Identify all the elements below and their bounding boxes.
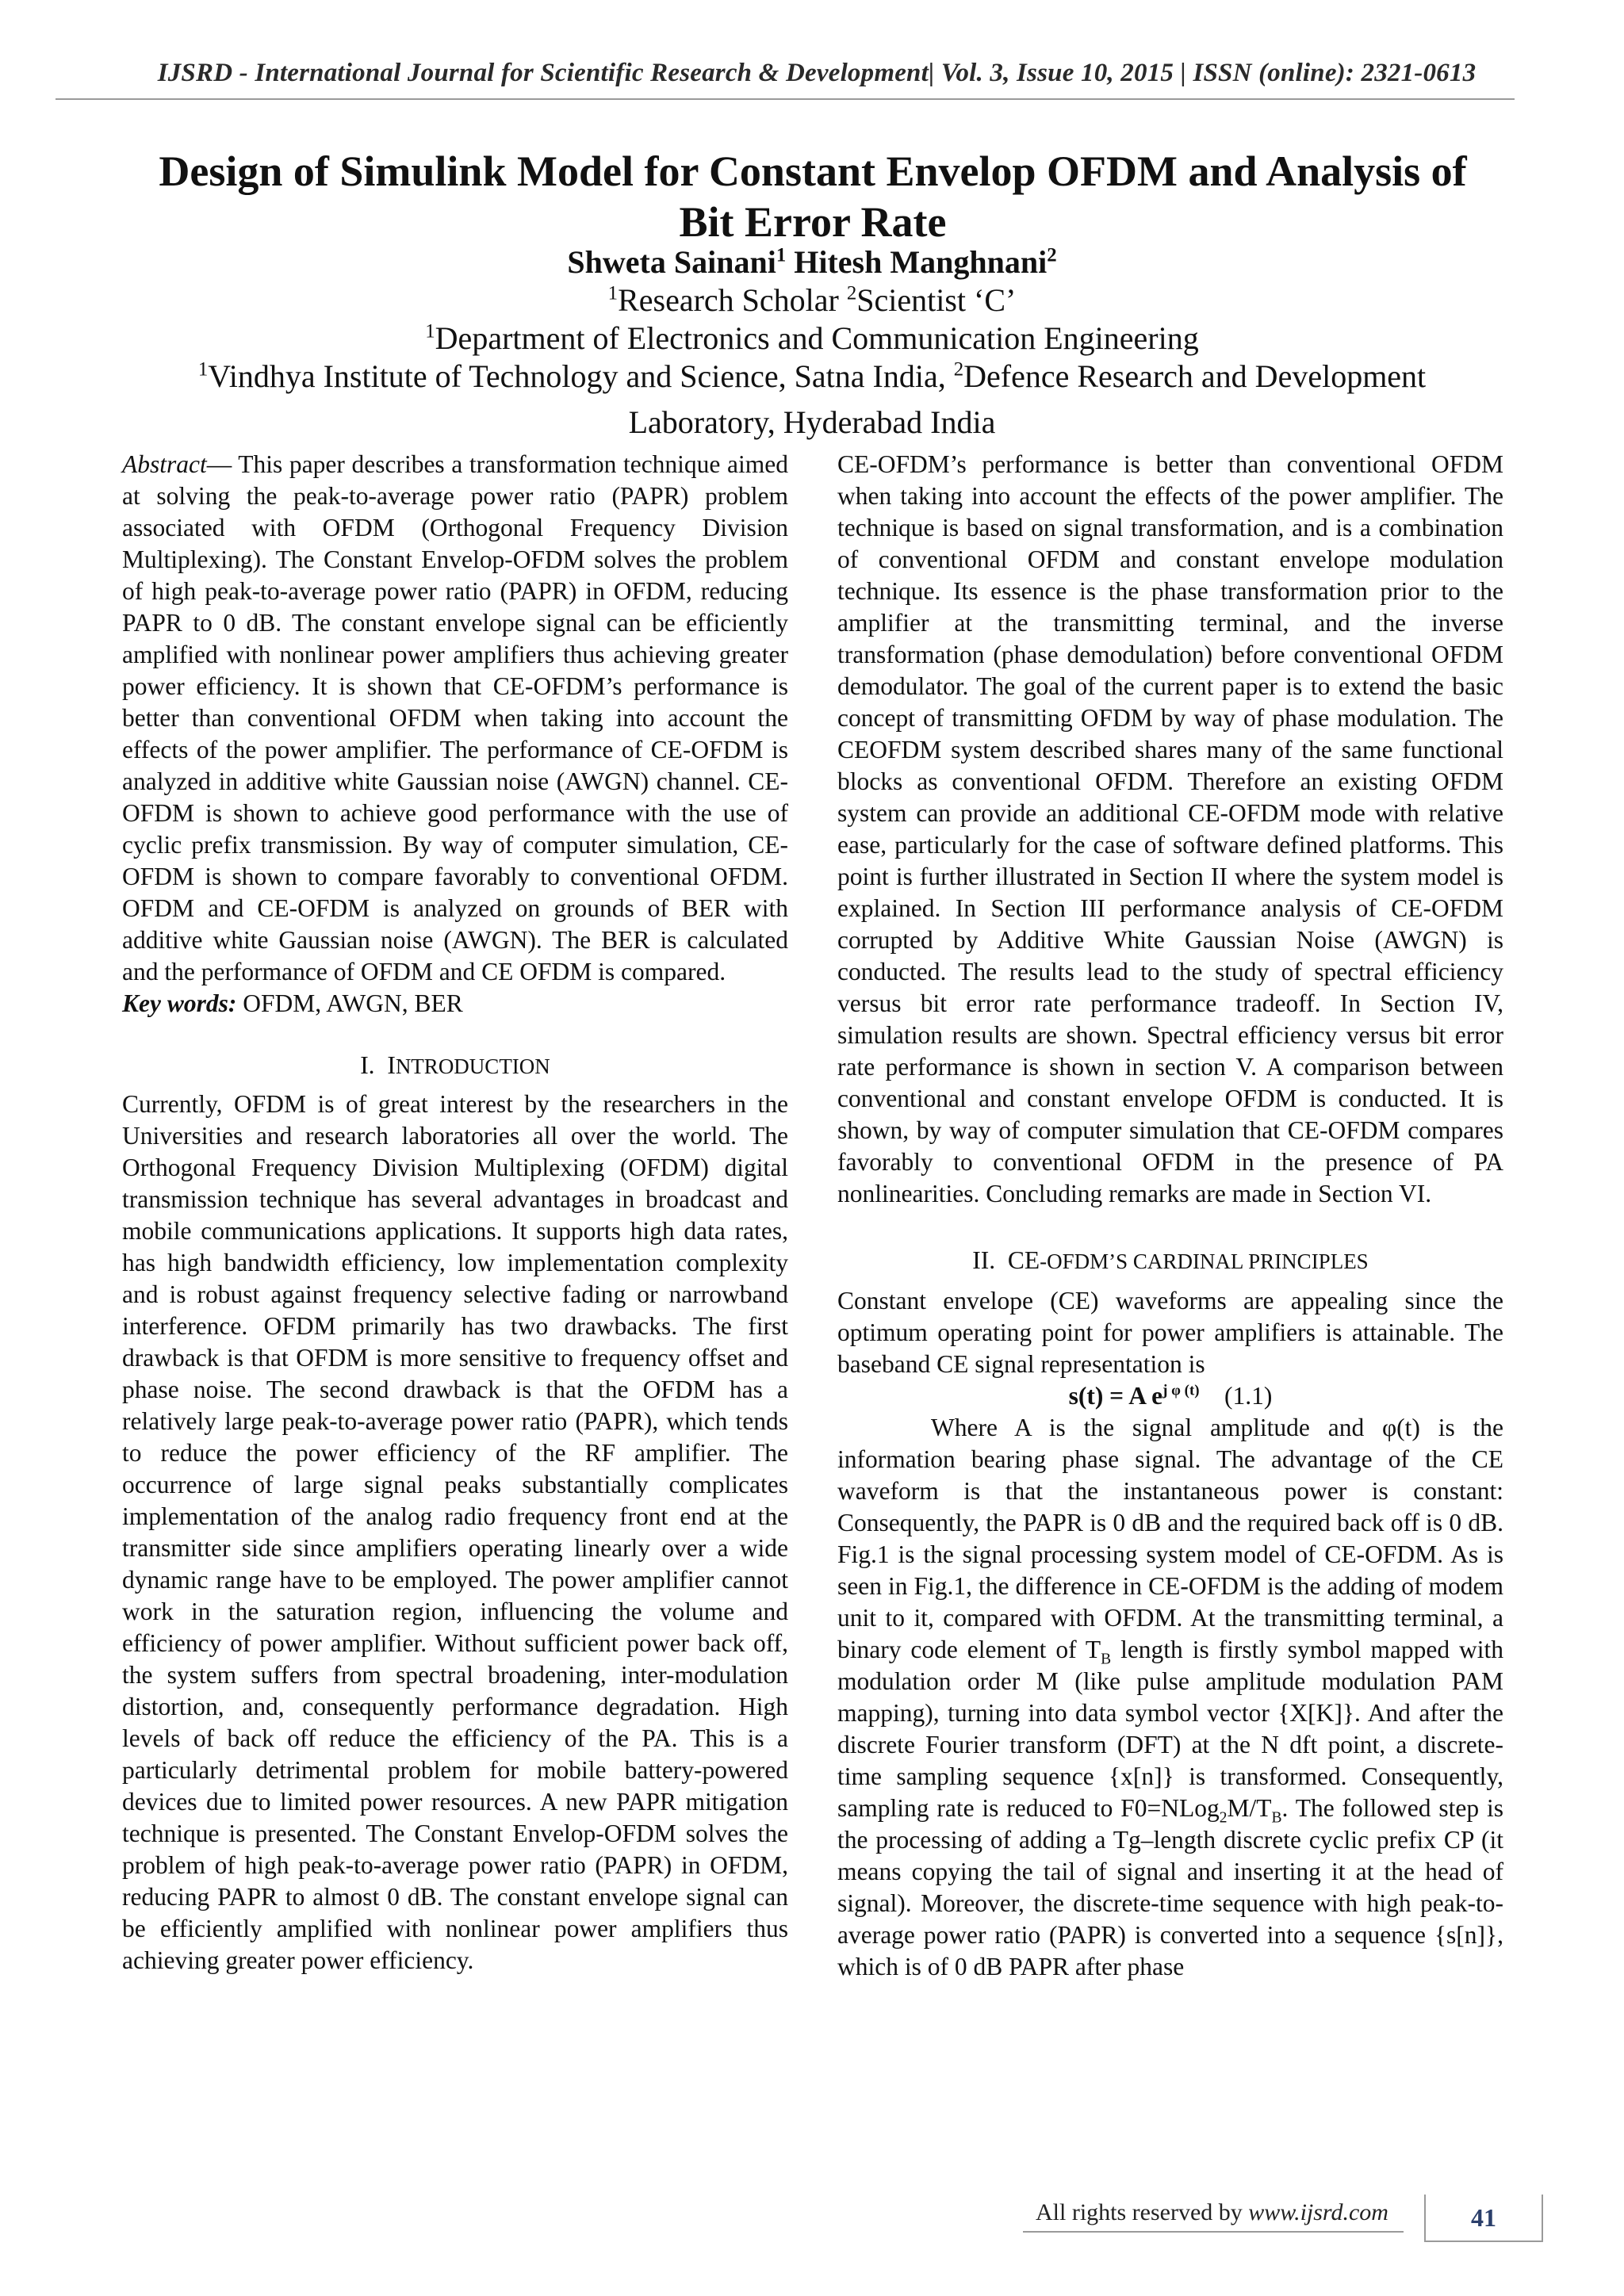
journal-header: IJSRD - International Journal for Scientific Research & Development| Vol. 3, Issue 10, 2015 | ISSN (online): 2321-0613	[157, 59, 1477, 87]
author-1-sup: 1	[776, 244, 787, 266]
section-1-title: NTRODUCTION	[395, 1054, 550, 1078]
body-part-2: length is firstly symbol mapped with modulation order M (like pulse amplitude modulation PAM mapping), turning into data symbol vector {X[K]}. And after the discrete Fourier transform (DFT) at the N dft point, a discrete-time sampling sequence {x[n]} is transformed. Consequently, sampling rate is reduced to F0=NLog	[837, 1636, 1504, 1822]
section-2-body	[837, 1412, 1503, 1983]
footer-rights	[1036, 2199, 1388, 2226]
role-2: Scientist ‘C’	[856, 282, 1017, 318]
abstract	[122, 449, 788, 988]
footer-divider	[1023, 2231, 1404, 2233]
author-2: Hitesh Manghnani	[794, 244, 1048, 280]
affiliation-department	[0, 320, 1624, 357]
role-1-sup: 1	[607, 282, 619, 304]
site-link[interactable]: www.ijsrd.com	[1248, 2199, 1388, 2225]
role-2-sup: 2	[846, 282, 857, 304]
dept-text: Department of Electronics and Communication Engineering	[435, 320, 1199, 356]
equation-exponent: j φ (t)	[1162, 1382, 1200, 1399]
keywords	[122, 988, 788, 1020]
section-2-first-letters: CE	[1007, 1246, 1040, 1274]
body-part-4: . The followed step is the processing of adding a Tg–length discrete cyclic prefix CP (it means copying the tail of signal and inserting it at the head of signal). Moreover, the discrete-time sequence with high peak-to-average power ratio (PAPR) is converted into a sequence {s[n]}, which is of 0 dB PAPR after phase	[837, 1794, 1503, 1980]
section-2-intro: Constant envelope (CE) waveforms are appealing since the optimum operating point for power amplifiers is attainable. The baseband CE signal representation is	[837, 1287, 1503, 1378]
abstract-text: — This paper describes a transformation technique aimed at solving the peak-to-average power ratio (PAPR) problem associated with OFDM (Orthogonal Frequency Division Multiplexing). The Constant Envelop-OFDM solves the problem of high peak-to-average power ratio (PAPR) in OFDM, reducing PAPR to 0 dB. The constant envelope signal can be efficiently amplified with nonlinear power amplifiers thus achieving greater power efficiency. It is shown that CE-OFDM’s performance is better than conventional OFDM when taking into account the effects of the power amplifier. The performance of CE-OFDM is analyzed in additive white Gaussian noise (AWGN) channel. CE-OFDM is shown to achieve good performance with the use of cyclic prefix transmission. By way of computer simulation, CE-OFDM is shown to compare favorably to conventional OFDM. OFDM and CE-OFDM is analyzed on grounds of BER with additive white Gaussian noise (AWGN). The BER is calculated and the performance of OFDM and CE OFDM is compared.	[122, 450, 788, 985]
body-part-1: Where A is the signal amplitude and φ(t) is the information bearing phase signal. The advantage of the CE waveform is that the instantaneous power is constant: Consequently, the PAPR is 0 dB and the required back off is 0 dB. Fig.1 is the signal processing system model of CE-OFDM. As is seen in Fig.1, the difference in CE-OFDM is the adding of modem unit to it, compared with OFDM. At the transmitting terminal, a binary code element of T	[837, 1414, 1503, 1663]
inst-1-sup: 1	[197, 358, 209, 381]
sub-2: 2	[1219, 1809, 1228, 1827]
title-line-2: Bit Error Rate	[679, 198, 947, 246]
role-1: Research Scholar	[618, 282, 847, 318]
equation-lhs: s(t) = A e	[1068, 1382, 1163, 1410]
equation-1-1	[837, 1380, 1503, 1412]
section-1-first-letter: I	[387, 1051, 396, 1079]
section-2-number: II.	[972, 1246, 996, 1274]
title-line-1: Design of Simulink Model for Constant Envelop OFDM and Analysis of	[159, 147, 1467, 195]
section-1-number: I.	[360, 1051, 375, 1079]
header-divider	[56, 98, 1515, 100]
rights-text: All rights reserved by	[1036, 2199, 1249, 2225]
keywords-label: Key words:	[122, 989, 237, 1017]
affiliation-institutions-line-2: Laboratory, Hyderabad India	[628, 404, 996, 440]
inst-2-sup: 2	[953, 358, 964, 381]
section-2-title: -OFDM’S CARDINAL PRINCIPLES	[1040, 1249, 1369, 1273]
right-column	[837, 449, 1503, 1983]
section-1-body: Currently, OFDM is of great interest by the researchers in the Universities and research laboratories all over the world. The Orthogonal Frequency Division Multiplexing (OFDM) digital transmission technique has several advantages in broadcast and mobile communications applications. It supports high data rates, has high bandwidth efficiency, low implementation complexity and is robust against frequency selective fading or narrowband interference. OFDM primarily has two drawbacks. The first drawback is that OFDM is more sensitive to frequency offset and phase noise. The second drawback is that the OFDM has a relatively large peak-to-average power ratio (PAPR), which tends to reduce the power efficiency of the RF amplifier. The occurrence of large signal peaks substantially complicates implementation of the analog radio frequency front end at the transmitter side since amplifiers operating linearly over a wide dynamic range have to be employed. The power amplifier cannot work in the saturation region, influencing the volume and efficiency of power amplifier. Without sufficient power back off, the system suffers from spectral broadening, inter-modulation distortion, and, consequently performance degradation. High levels of back off reduce the efficiency of the PA. This is a particularly detrimental problem for mobile battery-powered devices due to limited power resources. A new PAPR mitigation technique is presented. The Constant Envelop-OFDM solves the problem of high peak-to-average power ratio (PAPR) in OFDM, reducing PAPR to almost 0 dB. The constant envelope signal can be efficiently amplified with nonlinear power amplifiers thus achieving greater power efficiency.	[122, 1090, 788, 1974]
affiliation-roles	[0, 282, 1624, 319]
paper-title	[103, 146, 1522, 247]
section-1-heading	[122, 1050, 788, 1082]
authors	[0, 244, 1624, 281]
abstract-label: Abstract	[122, 450, 207, 478]
page-number: 41	[1424, 2195, 1543, 2242]
body-part-3: M/T	[1227, 1794, 1272, 1822]
section-2-heading	[837, 1245, 1503, 1277]
author-2-sup: 2	[1047, 244, 1057, 266]
affiliation-institutions	[0, 358, 1624, 395]
keywords-text: OFDM, AWGN, BER	[236, 989, 463, 1017]
inst-1-text: Vindhya Institute of Technology and Science, Satna India,	[208, 358, 954, 394]
equation-number: (1.1)	[1224, 1382, 1273, 1410]
dept-sup: 1	[425, 320, 435, 342]
section-1-continued: CE-OFDM’s performance is better than conventional OFDM when taking into account the effects of the power amplifier. The technique is based on signal transformation, and is a combination of conventional OFDM and constant envelope modulation technique. Its essence is the phase transformation prior to the amplifier at the transmitting terminal, and the inverse transformation (phase demodulation) before conventional OFDM demodulator. The goal of the current paper is to extend the basic concept of transmitting OFDM by way of phase modulation. The CEOFDM system described shares many of the same functional blocks as conventional OFDM. Therefore an existing OFDM system can provide an additional CE-OFDM mode with relative ease, particularly for the case of software defined platforms. This point is further illustrated in Section II where the system model is explained. In Section III performance analysis of CE-OFDM corrupted by Additive White Gaussian Noise (AWGN) is conducted. The results lead to the study of spectral efficiency versus bit error rate performance tradeoff. In Section IV, simulation results are shown. Spectral efficiency versus bit error rate performance is shown in section V. A comparison between conventional and constant envelope OFDM is conducted. It is shown, by way of computer simulation that CE-OFDM compares favorably to conventional OFDM in the presence of PA nonlinearities. Concluding remarks are made in Section VI.	[837, 450, 1503, 1207]
left-column	[122, 449, 788, 1976]
sub-b-1: B	[1101, 1651, 1112, 1668]
inst-2-text: Defence Research and Development	[963, 358, 1427, 394]
author-1: Shweta Sainani	[567, 244, 776, 280]
sub-b-2: B	[1271, 1809, 1282, 1827]
